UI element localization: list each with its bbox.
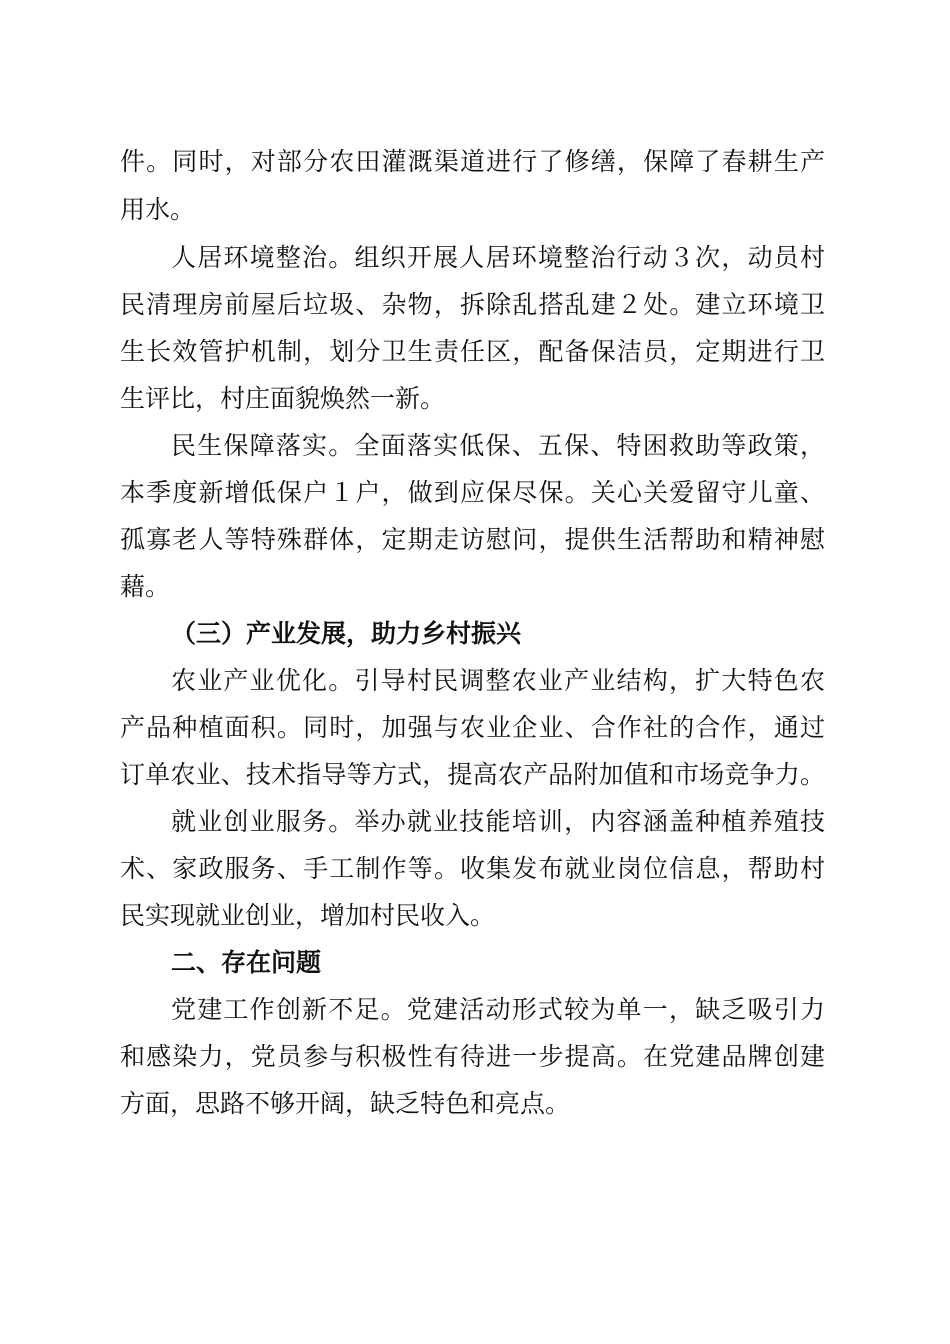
paragraph-first-line: 人居环境整治。组织开展人居环境整治行动３次，动员村 [171, 243, 825, 272]
paragraph-first-line: 农业产业优化。引导村民调整农业产业结构，扩大特色农 [171, 666, 825, 695]
body-text-line: 生长效管护机制，划分卫生责任区，配备保洁员，定期进行卫 [120, 337, 825, 366]
body-text-line: 民清理房前屋后垃圾、杂物，拆除乱搭乱建２处。建立环境卫 [120, 290, 825, 319]
body-text-line: 孤寡老人等特殊群体，定期走访慰问，提供生活帮助和精神慰 [120, 525, 825, 554]
body-text-line: 和感染力，党员参与积极性有待进一步提高。在党建品牌创建 [120, 1042, 825, 1071]
body-text-line: 民实现就业创业，增加村民收入。 [120, 901, 496, 930]
paragraph-first-line: 党建工作创新不足。党建活动形式较为单一，缺乏吸引力 [171, 995, 825, 1024]
body-text-line: 产品种植面积。同时，加强与农业企业、合作社的合作，通过 [120, 713, 825, 742]
body-text-line: 订单农业、技术指导等方式，提高农产品附加值和市场竞争力。 [120, 760, 825, 789]
paragraph-first-line: 就业创业服务。举办就业技能培训，内容涵盖种植养殖技 [171, 807, 825, 836]
body-text-line: 方面，思路不够开阔，缺乏特色和亮点。 [120, 1089, 571, 1118]
body-text-line: 藉。 [120, 572, 171, 601]
section-subheading: （三）产业发展，助力乡村振兴 [171, 619, 522, 648]
body-text-line: 术、家政服务、手工制作等。收集发布就业岗位信息，帮助村 [120, 854, 825, 883]
body-text-line: 本季度新增低保户１户，做到应保尽保。关心关爱留守儿童、 [120, 478, 825, 507]
body-text-line: 生评比，村庄面貌焕然一新。 [120, 384, 446, 413]
body-text-line: 用水。 [120, 195, 196, 224]
paragraph-first-line: 民生保障落实。全面落实低保、五保、特困救助等政策， [171, 431, 825, 460]
body-text-line: 件。同时，对部分农田灌溉渠道进行了修缮，保障了春耕生产 [120, 147, 825, 176]
section-heading: 二、存在问题 [171, 948, 322, 977]
